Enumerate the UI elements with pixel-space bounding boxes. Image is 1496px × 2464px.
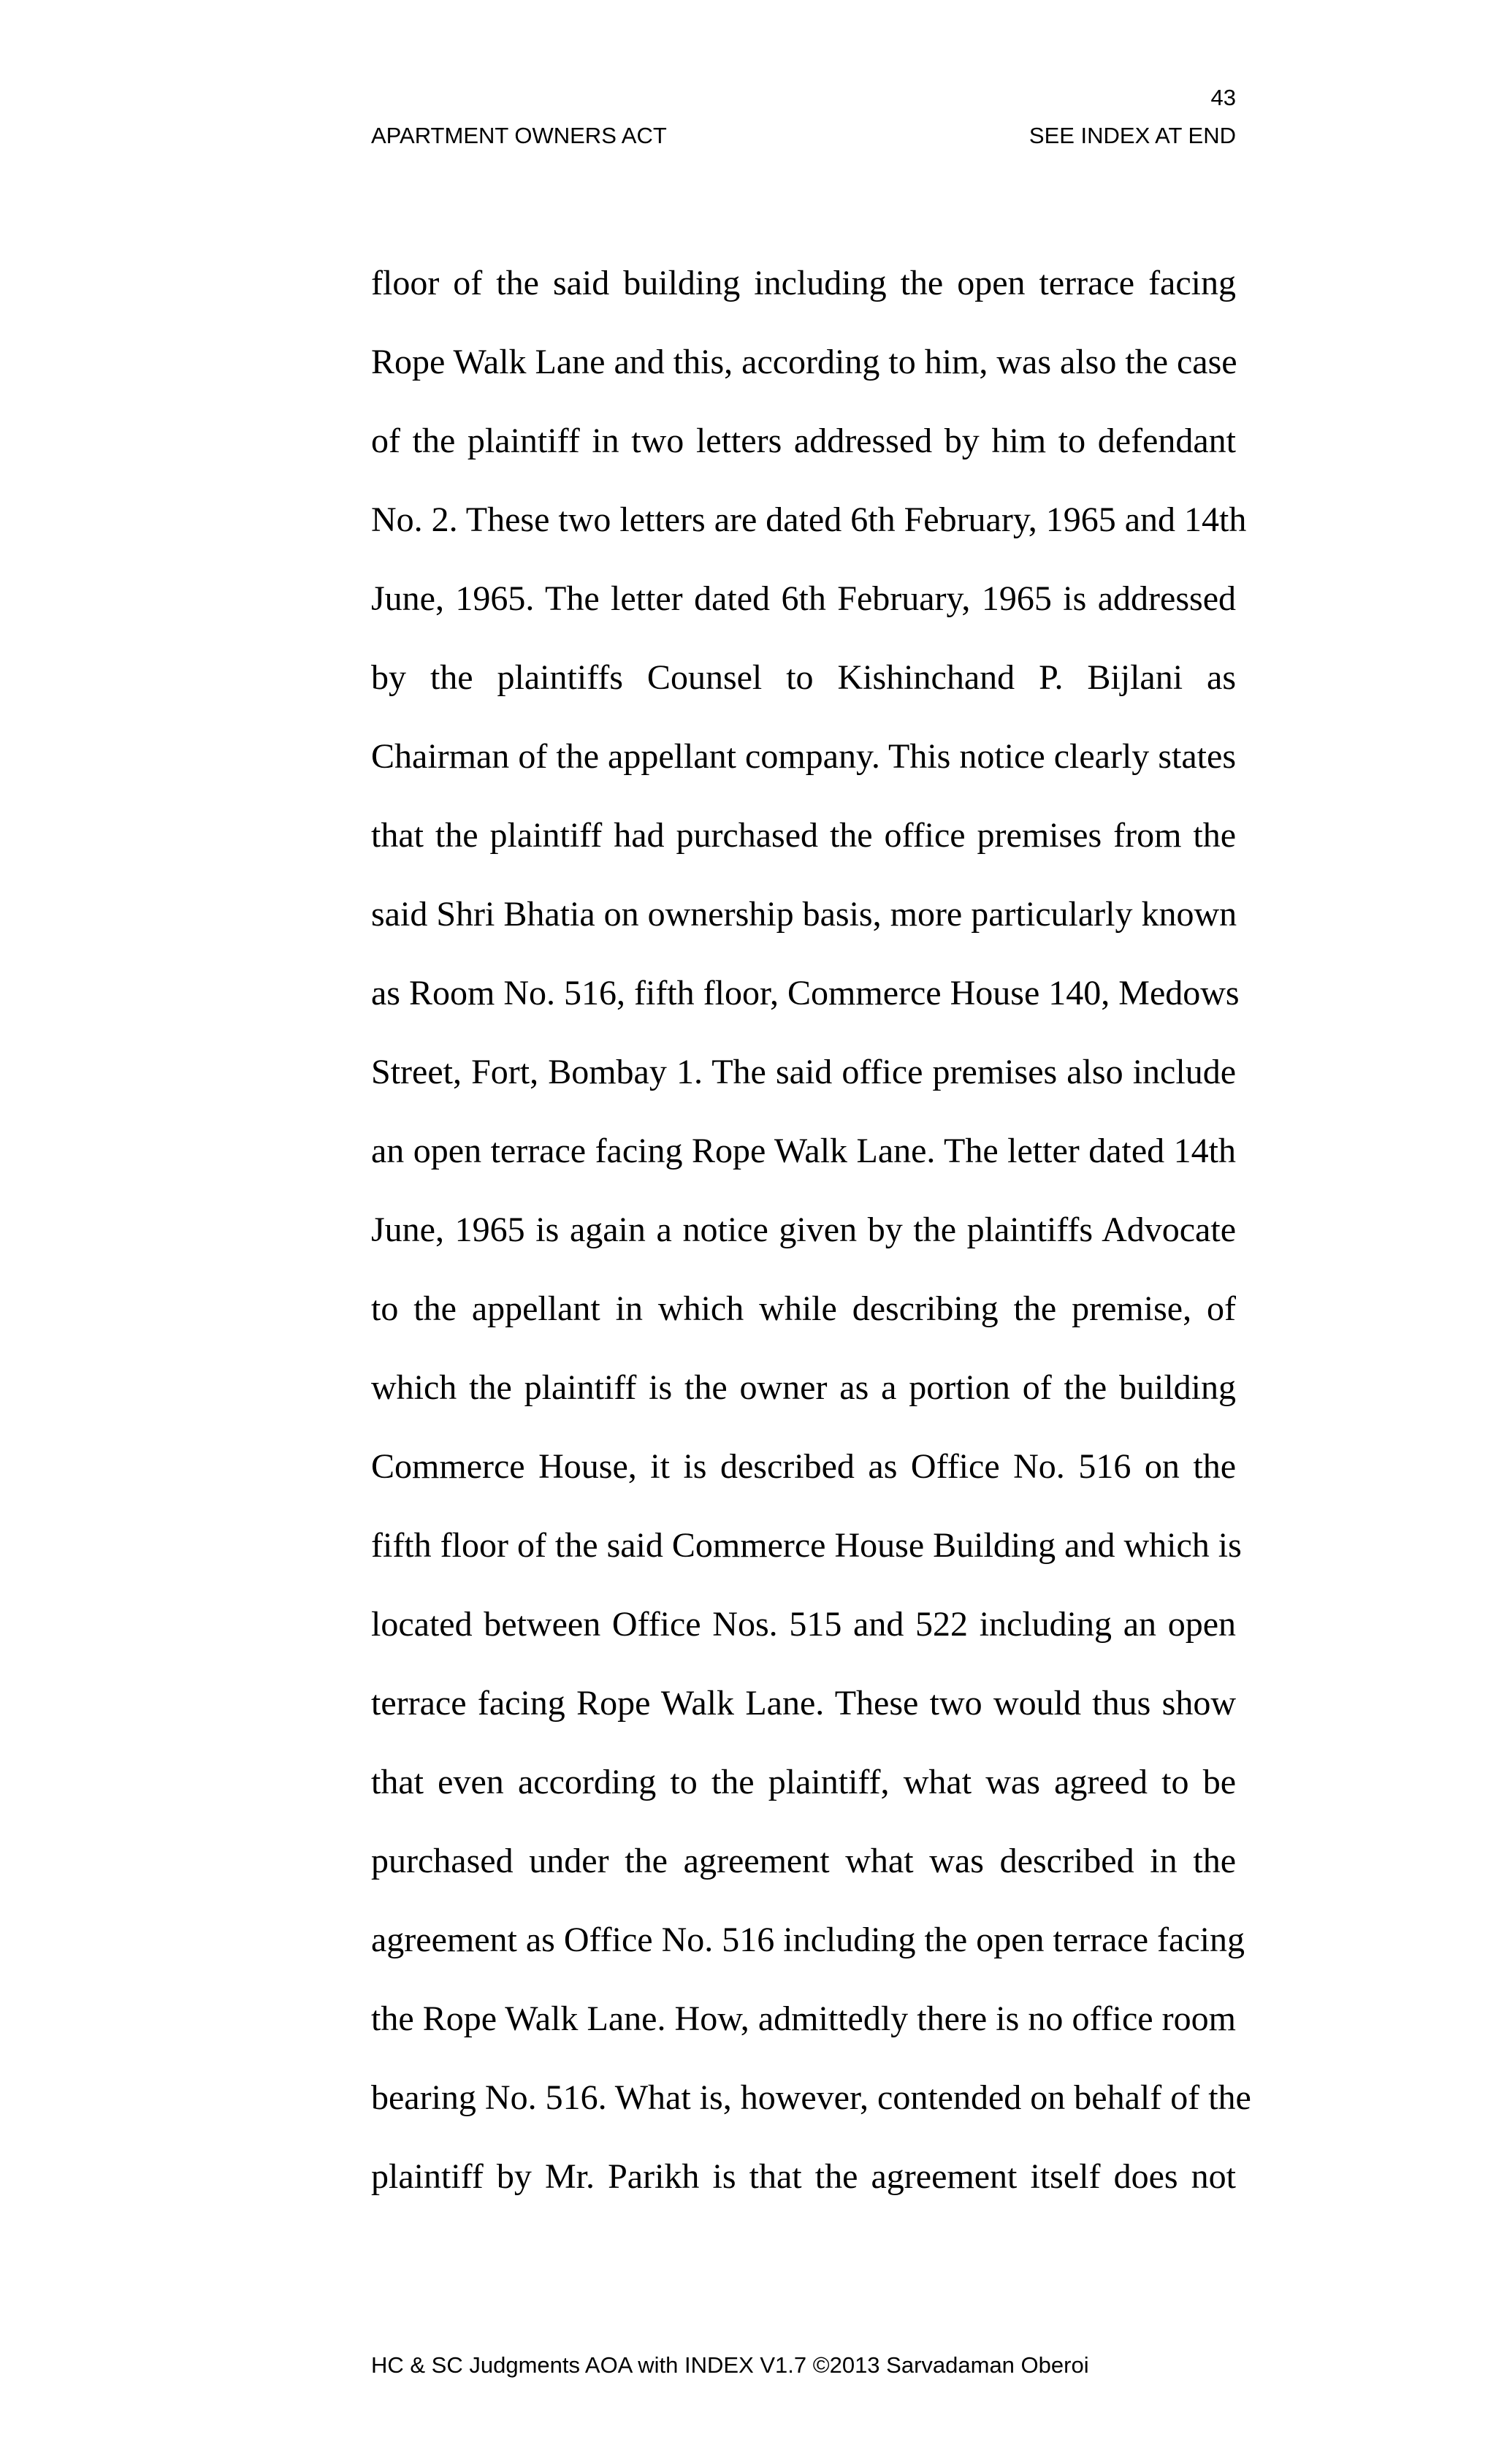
body-line: as Room No. 516, fifth floor, Commerce House 140, Medows [371, 974, 1240, 1012]
body-line: the Rope Walk Lane. How, admittedly there is no office room [371, 1999, 1236, 2038]
body-line: an open terrace facing Rope Walk Lane. The letter dated 14th [371, 1132, 1236, 1170]
body-line: plaintiff by Mr. Parikh is that the agreement itself does not [371, 2157, 1236, 2196]
body-line: agreement as Office No. 516 including the open terrace facing [371, 1921, 1245, 1959]
body-line: fifth floor of the said Commerce House Building and which is [371, 1526, 1242, 1565]
body-line: June, 1965 is again a notice given by the plaintiffs Advocate [371, 1210, 1236, 1249]
body-line: that the plaintiff had purchased the office premises from the [371, 816, 1236, 855]
body-line: purchased under the agreement what was described in the [371, 1842, 1236, 1880]
body-line: terrace facing Rope Walk Lane. These two would thus show [371, 1684, 1236, 1723]
page-number: 43 [1210, 85, 1236, 110]
body-line: Commerce House, it is described as Office No. 516 on the [371, 1447, 1236, 1486]
copyright-footer: HC & SC Judgments AOA with INDEX V1.7 ©2013 Sarvadaman Oberoi [371, 2352, 1089, 2378]
body-line: which the plaintiff is the owner as a portion of the building [371, 1368, 1236, 1407]
body-line: by the plaintiffs Counsel to Kishinchand P. Bijlani as [371, 658, 1236, 697]
body-line: that even according to the plaintiff, what was agreed to be [371, 1763, 1236, 1801]
body-line: No. 2. These two letters are dated 6th February, 1965 and 14th [371, 500, 1247, 539]
body-line: to the appellant in which while describing the premise, of [371, 1289, 1236, 1328]
body-line: June, 1965. The letter dated 6th February, 1965 is addressed [371, 579, 1236, 618]
judgment-body-text [371, 259, 1251, 2231]
running-header [371, 124, 1236, 147]
header-left-title: APARTMENT OWNERS ACT [371, 123, 667, 148]
body-line: located between Office Nos. 515 and 522 including an open [371, 1605, 1236, 1644]
body-line: said Shri Bhatia on ownership basis, more particularly known [371, 895, 1237, 934]
body-line: Rope Walk Lane and this, according to him, was also the case [371, 343, 1237, 381]
body-line: floor of the said building including the open terrace facing [371, 264, 1236, 302]
header-right-note: SEE INDEX AT END [1028, 123, 1236, 148]
body-line: Chairman of the appellant company. This notice clearly states [371, 737, 1236, 776]
body-line: of the plaintiff in two letters addressed by him to defendant [371, 422, 1236, 460]
body-line: bearing No. 516. What is, however, contended on behalf of the [371, 2078, 1251, 2117]
body-line: Street, Fort, Bombay 1. The said office premises also include [371, 1053, 1236, 1091]
